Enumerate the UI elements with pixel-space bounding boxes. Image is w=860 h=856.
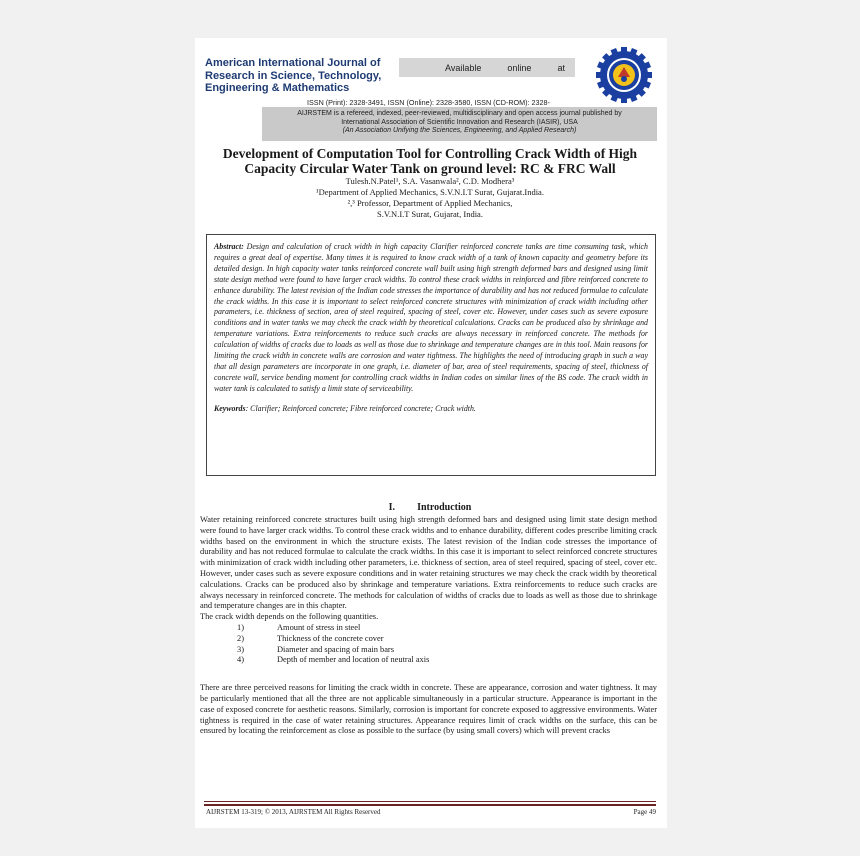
page-number: Page 49 [633, 808, 656, 816]
banner-line-2: International Association of Scientific Innovation and Research (IASIR), USA [341, 118, 578, 126]
section-title: Introduction [417, 502, 472, 513]
list-text: Thickness of the concrete cover [277, 633, 384, 643]
affiliation-1: ¹Department of Applied Mechanics, S.V.N.I.T Surat, Gujarat.India. [316, 187, 544, 197]
list-item [200, 634, 657, 645]
list-intro: The crack width depends on the following quantities. [200, 612, 379, 622]
journal-name: American International Journal of Research in Science, Technology, Engineering & Mathematics [205, 57, 382, 94]
list-number: 1) [237, 622, 244, 632]
authors: Tulesh.N.Patel¹, S.A. Vasanwala², C.D. Modhera³ [345, 176, 515, 186]
list-number: 2) [237, 633, 244, 643]
crack-width-factors-list [200, 623, 657, 666]
paragraph-gap [200, 666, 657, 683]
list-text: Diameter and spacing of main bars [277, 644, 394, 654]
list-text: Amount of stress in steel [277, 622, 361, 632]
online-word: online [507, 62, 532, 73]
intro-paragraph-1: Water retaining reinforced concrete structures built using high strength deformed bars and designed using limit state design method were found to have larger crack widths. To control these crack widths and to enhance durability, different codes prescribe limiting crack widths based on the environment in which the structure exists. The latest revision of the Indian code stresses the importance of durability and has not reduced formulae to calculate the crack widths. In this case it is important to select reinforced concrete structures with minimization of crack width including other parameters, i.e. thickness of section, area of steel required, spacing of steel, cover etc. However, under cases such as severe exposure conditions and in water retaining structures we may check the crack width by theoretical calculations. Cracks can be produced also by shrinkage and temperature variations. Extra reinforcements to reduce such cracks are always necessary in reinforced concrete. The methods for calculation of widths of cracks due to loads as well as those due to shrinkage and temperature changes are in this chapter. [200, 515, 657, 611]
keywords-text: : Clarifier; Reinforced concrete; Fibre reinforced concrete; Crack width. [245, 403, 476, 413]
paper-title: Development of Computation Tool for Controlling Crack Width of High Capacity Circular Water Tank on ground level: RC & FRC Wall [222, 146, 638, 176]
abstract-text: Design and calculation of crack width in high capacity Clarifier reinforced concrete tanks are time consuming task, which requires a great deal of expertise. Many times it is required to know crack width of a tank of known capacity and geometry before its detailed design. In high capacity water tanks reinforced concrete wall built using high strength deformed bars and designed using limit state design method were found to have larger crack widths. To control these crack widths in reinforced and fibre reinforced concrete to enhance durability. The latest revision of the Indian code stresses the importance of durability and has not reduced formulae to calculate the crack widths. In this case it is important to select reinforced concrete structures with minimization of crack width including other parameters, i.e. thickness of section, area of steel required, spacing of steel, cover etc. However, under cases such as severe exposure conditions and in water tanks we may check the crack width by theoretical calculations. Cracks can be produced also by shrinkage and temperature variations. Extra reinforcements to reduce such cracks are always necessary in reinforced concrete. The methods for calculation of widths of cracks due to loads as well as those due to shrinkage and temperature changes are in this tool. Main reasons for limiting the crack width in concrete walls are corrosion and water tightness. The highlights the need of introducing graph in such a way that all design parameters are incorporate in one graph, i.e. diameter of bar, area of steel requirements, spacing of steel, thickness of concrete wall, service bending moment for controlling crack widths in Indian codes on similar lines of the BS code. The crack width in water tank is calculated to satisfy a limit state of serviceability. [214, 242, 648, 393]
footer-rule [204, 801, 656, 806]
banner-line-1: AIJRSTEM is a refereed, indexed, peer-reviewed, multidisciplinary and open access journal published by [297, 110, 622, 117]
available-online-bar [399, 58, 575, 77]
issn-line: ISSN (Print): 2328-3491, ISSN (Online): 2328-3580, ISSN (CD-ROM): 2328- [307, 98, 550, 107]
section-heading [200, 502, 660, 513]
list-item [200, 623, 657, 634]
list-item [200, 645, 657, 656]
journal-banner [262, 107, 657, 141]
footer-copyright: AIJRSTEM 13-319; © 2013, AIJRSTEM All Rights Reserved [206, 808, 381, 816]
list-text: Depth of member and location of neutral axis [277, 655, 430, 665]
abstract-box [206, 234, 656, 476]
abstract-paragraph [214, 242, 648, 395]
introduction-body [200, 515, 657, 737]
page-footer [206, 808, 656, 816]
intro-paragraph-2: There are three perceived reasons for limiting the crack width in concrete. These are appearance, corrosion and water tightness. It may be particularly mentioned that all the three are not applicable simultaneously in a particular structure. Appearance is important in the case of exposed concrete for aesthetic reasons. Similarly, corrosion is important for concrete exposed to aggressive environments. Water tightness is required in the case of water retaining structures. Appearance requires limit of crack widths on the surface, this can be ensured by locating the reinforcement as close as possible to the surface (by using small covers) which will prevent cracks [200, 683, 657, 736]
list-item [200, 655, 657, 666]
list-number: 3) [237, 644, 244, 654]
available-word: Available [445, 62, 482, 73]
affiliation-3: S.V.N.I.T Surat, Gujarat, India. [377, 209, 483, 219]
keywords-paragraph [214, 404, 648, 415]
section-number: I. [388, 502, 396, 513]
banner-line-3: (An Association Unifying the Sciences, Engineering, and Applied Research) [342, 127, 577, 134]
affiliation-2: ²,³ Professor, Department of Applied Mechanics, [347, 198, 513, 208]
at-word: at [557, 62, 565, 73]
list-number: 4) [237, 655, 244, 665]
abstract-label: Abstract: [214, 242, 244, 251]
author-block [200, 176, 660, 220]
keywords-label: Keywords [214, 403, 246, 413]
